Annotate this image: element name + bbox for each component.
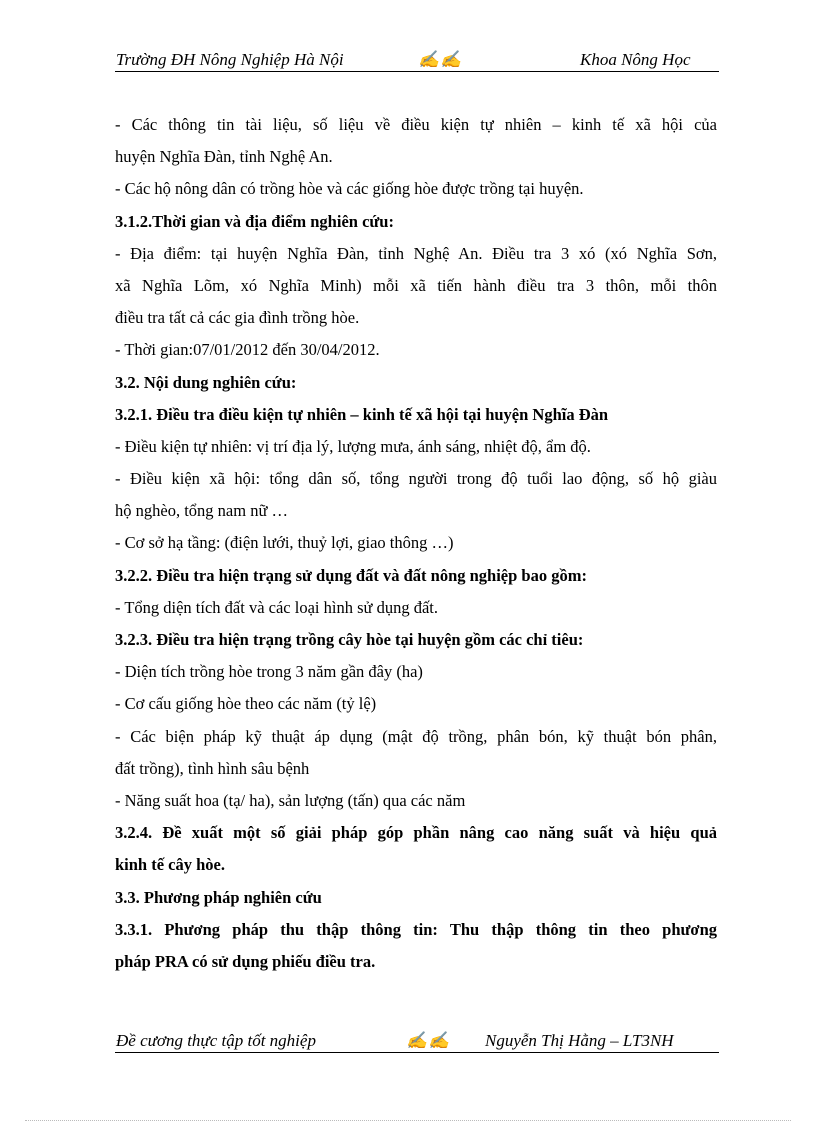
paragraph-line: đất trồng), tình hình sâu bệnh xyxy=(115,758,310,778)
page-bottom-edge xyxy=(25,1120,791,1121)
paragraph-line: - Năng suất hoa (tạ/ ha), sản lượng (tấn) qua các năm xyxy=(115,790,466,810)
section-heading: 3.3.1. Phương pháp thu thập thông tin: Thu thập thông tin theo phương xyxy=(115,919,717,939)
header-faculty: Khoa Nông Học xyxy=(580,50,691,69)
paragraph-line: - Địa điểm: tại huyện Nghĩa Đàn, tỉnh Nghệ An. Điều tra 3 xó (xó Nghĩa Sơn, xyxy=(115,243,717,263)
footer-ornament-icon: ✍✍ xyxy=(406,1031,451,1050)
paragraph-line: điều tra tất cả các gia đình trồng hòe. xyxy=(115,308,360,328)
paragraph-line: - Các biện pháp kỹ thuật áp dụng (mật độ trồng, phân bón, kỹ thuật bón phân, xyxy=(115,726,717,746)
footer-document-title: Đề cương thực tập tốt nghiệp xyxy=(116,1031,316,1050)
paragraph-line: - Cơ cấu giống hòe theo các năm (tỷ lệ) xyxy=(115,694,377,714)
page-header xyxy=(115,47,719,72)
footer-author: Nguyễn Thị Hằng – LT3NH xyxy=(485,1031,674,1050)
section-heading: 3.2.1. Điều tra điều kiện tự nhiên – kinh tế xã hội tại huyện Nghĩa Đàn xyxy=(115,404,609,424)
section-heading: pháp PRA có sử dụng phiếu điều tra. xyxy=(115,951,376,971)
paragraph-line: - Cơ sở hạ tầng: (điện lưới, thuỷ lợi, giao thông …) xyxy=(115,533,454,553)
section-heading: 3.2.3. Điều tra hiện trạng trồng cây hòe tại huyện gồm các chỉ tiêu: xyxy=(115,630,584,649)
section-heading: kinh tế cây hòe. xyxy=(115,855,226,875)
paragraph-line: - Các thông tin tài liệu, số liệu về điều kiện tự nhiên – kinh tế xã hội của xyxy=(115,115,717,134)
section-heading: 3.1.2.Thời gian và địa điểm nghiên cứu: xyxy=(115,211,394,231)
document-body xyxy=(115,109,717,978)
section-heading: 3.2.4. Đề xuất một số giải pháp góp phần nâng cao năng suất và hiệu quả xyxy=(115,823,717,843)
section-heading: 3.2. Nội dung nghiên cứu: xyxy=(115,372,297,392)
paragraph-line: - Điều kiện xã hội: tổng dân số, tổng người trong độ tuổi lao động, số hộ giàu xyxy=(115,469,717,489)
page-footer xyxy=(115,1028,719,1053)
header-university: Trường ĐH Nông Nghiệp Hà Nội xyxy=(116,50,344,69)
paragraph-line: - Các hộ nông dân có trồng hòe và các giống hòe được trồng tại huyện. xyxy=(115,179,584,199)
paragraph-line: - Thời gian:07/01/2012 đến 30/04/2012. xyxy=(115,340,380,360)
paragraph-line: - Diện tích trồng hòe trong 3 năm gần đây (ha) xyxy=(115,662,423,682)
section-heading: 3.2.2. Điều tra hiện trạng sử dụng đất và đất nông nghiệp bao gồm: xyxy=(115,565,587,585)
paragraph-line: xã Nghĩa Lõm, xó Nghĩa Minh) mỗi xã tiến hành điều tra 3 thôn, mỗi thôn xyxy=(115,275,717,295)
paragraph-line: hộ nghèo, tổng nam nữ … xyxy=(115,501,289,521)
paragraph-line: huyện Nghĩa Đàn, tỉnh Nghệ An. xyxy=(115,147,333,167)
paragraph-line: - Điều kiện tự nhiên: vị trí địa lý, lượng mưa, ánh sáng, nhiệt độ, ẩm độ. xyxy=(115,436,591,456)
header-ornament-icon: ✍✍ xyxy=(418,50,463,69)
section-heading: 3.3. Phương pháp nghiên cứu xyxy=(115,887,322,907)
paragraph-line: - Tổng diện tích đất và các loại hình sử dụng đất. xyxy=(115,597,438,617)
